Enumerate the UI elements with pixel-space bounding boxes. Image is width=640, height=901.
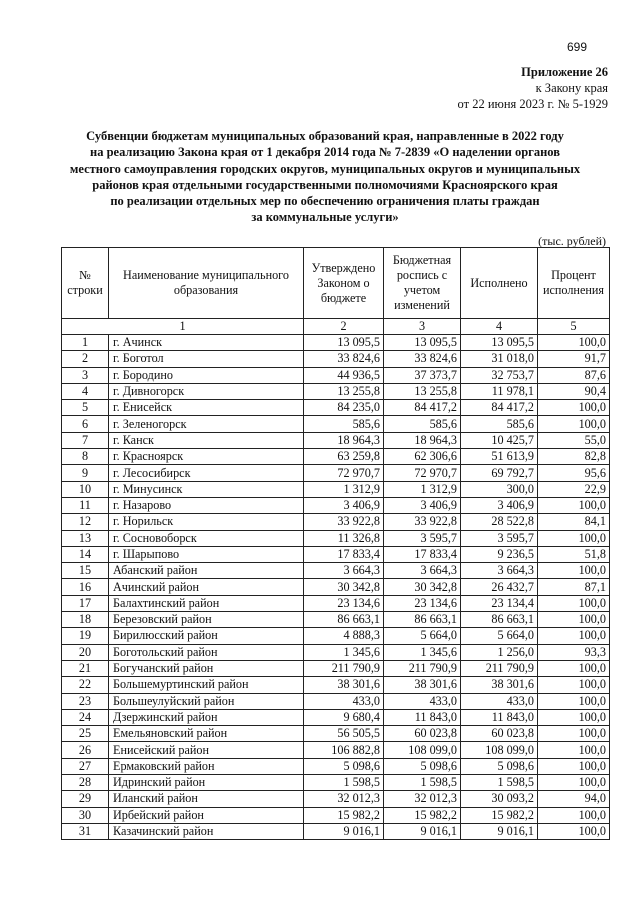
budget-amount: 1 312,9: [384, 481, 461, 497]
executed-amount: 15 982,2: [461, 807, 538, 823]
executed-amount: 51 613,9: [461, 449, 538, 465]
budget-amount: 1 345,6: [384, 644, 461, 660]
execution-percent: 95,6: [538, 465, 610, 481]
execution-percent: 100,0: [538, 823, 610, 839]
approved-amount: 211 790,9: [304, 660, 384, 676]
table-row: [62, 726, 610, 742]
municipality-name: г. Бородино: [109, 367, 304, 383]
table-row: [62, 775, 610, 791]
approved-amount: 433,0: [304, 693, 384, 709]
executed-amount: 84 417,2: [461, 400, 538, 416]
budget-amount: 211 790,9: [384, 660, 461, 676]
approved-amount: 86 663,1: [304, 612, 384, 628]
executed-amount: 28 522,8: [461, 514, 538, 530]
table-row: [62, 335, 610, 351]
budget-amount: 5 664,0: [384, 628, 461, 644]
row-number: 11: [62, 497, 109, 513]
execution-percent: 100,0: [538, 660, 610, 676]
municipality-name: Бирилюсский район: [109, 628, 304, 644]
approved-amount: 13 255,8: [304, 383, 384, 399]
execution-percent: 100,0: [538, 563, 610, 579]
municipality-name: г. Зеленогорск: [109, 416, 304, 432]
row-number: 28: [62, 775, 109, 791]
executed-amount: 86 663,1: [461, 612, 538, 628]
execution-percent: 100,0: [538, 677, 610, 693]
executed-amount: 11 978,1: [461, 383, 538, 399]
col-header-budget: Бюджетная роспись с учетом изменений: [384, 248, 461, 319]
row-number: 21: [62, 660, 109, 676]
approved-amount: 30 342,8: [304, 579, 384, 595]
row-number: 17: [62, 595, 109, 611]
executed-amount: 300,0: [461, 481, 538, 497]
execution-percent: 100,0: [538, 742, 610, 758]
municipality-name: г. Минусинск: [109, 481, 304, 497]
approved-amount: 9 016,1: [304, 823, 384, 839]
execution-percent: 100,0: [538, 400, 610, 416]
municipality-name: Енисейский район: [109, 742, 304, 758]
document-title: [60, 128, 590, 226]
municipality-name: Ирбейский район: [109, 807, 304, 823]
execution-percent: 87,1: [538, 579, 610, 595]
execution-percent: 51,8: [538, 546, 610, 562]
executed-amount: 69 792,7: [461, 465, 538, 481]
execution-percent: 100,0: [538, 595, 610, 611]
approved-amount: 585,6: [304, 416, 384, 432]
approved-amount: 63 259,8: [304, 449, 384, 465]
row-number: 12: [62, 514, 109, 530]
municipality-name: Абанский район: [109, 563, 304, 579]
executed-amount: 5 098,6: [461, 758, 538, 774]
row-number: 31: [62, 823, 109, 839]
budget-amount: 3 595,7: [384, 530, 461, 546]
row-number: 5: [62, 400, 109, 416]
municipality-name: Ачинский район: [109, 579, 304, 595]
col-header-row-number: № строки: [62, 248, 109, 319]
row-number: 20: [62, 644, 109, 660]
column-number: 4: [461, 319, 538, 335]
executed-amount: 585,6: [461, 416, 538, 432]
executed-amount: 30 093,2: [461, 791, 538, 807]
table-header-row: [62, 248, 610, 319]
col-header-name: Наименование муниципального образования: [109, 248, 304, 319]
budget-amount: 33 922,8: [384, 514, 461, 530]
executed-amount: 9 016,1: [461, 823, 538, 839]
row-number: 24: [62, 709, 109, 725]
col-header-approved: Утверждено Законом о бюджете: [304, 248, 384, 319]
municipality-name: Казачинский район: [109, 823, 304, 839]
execution-percent: 100,0: [538, 775, 610, 791]
approved-amount: 23 134,6: [304, 595, 384, 611]
approved-amount: 15 982,2: [304, 807, 384, 823]
row-number: 14: [62, 546, 109, 562]
execution-percent: 91,7: [538, 351, 610, 367]
executed-amount: 26 432,7: [461, 579, 538, 595]
executed-amount: 13 095,5: [461, 335, 538, 351]
execution-percent: 55,0: [538, 432, 610, 448]
title-line: районов края отдельными государственными полномочиями Красноярского края: [92, 177, 558, 192]
execution-percent: 82,8: [538, 449, 610, 465]
execution-percent: 100,0: [538, 807, 610, 823]
table-row: [62, 563, 610, 579]
table-row: [62, 693, 610, 709]
executed-amount: 9 236,5: [461, 546, 538, 562]
approved-amount: 72 970,7: [304, 465, 384, 481]
row-number: 15: [62, 563, 109, 579]
budget-amount: 17 833,4: [384, 546, 461, 562]
table-row: [62, 823, 610, 839]
budget-amount: 585,6: [384, 416, 461, 432]
municipality-name: г. Шарыпово: [109, 546, 304, 562]
approved-amount: 1 312,9: [304, 481, 384, 497]
execution-percent: 100,0: [538, 335, 610, 351]
executed-amount: 433,0: [461, 693, 538, 709]
approved-amount: 38 301,6: [304, 677, 384, 693]
budget-amount: 32 012,3: [384, 791, 461, 807]
appendix-header: [458, 64, 608, 112]
municipality-name: Балахтинский район: [109, 595, 304, 611]
row-number: 3: [62, 367, 109, 383]
municipality-name: Идринский район: [109, 775, 304, 791]
row-number: 18: [62, 612, 109, 628]
budget-amount: 37 373,7: [384, 367, 461, 383]
execution-percent: 100,0: [538, 628, 610, 644]
approved-amount: 5 098,6: [304, 758, 384, 774]
approved-amount: 18 964,3: [304, 432, 384, 448]
row-number: 30: [62, 807, 109, 823]
municipality-name: г. Сосновоборск: [109, 530, 304, 546]
budget-amount: 5 098,6: [384, 758, 461, 774]
table-row: [62, 742, 610, 758]
execution-percent: 100,0: [538, 758, 610, 774]
appendix-law-ref: к Закону края: [535, 81, 608, 95]
row-number: 29: [62, 791, 109, 807]
municipality-name: г. Дивногорск: [109, 383, 304, 399]
budget-amount: 72 970,7: [384, 465, 461, 481]
table-row: [62, 709, 610, 725]
row-number: 6: [62, 416, 109, 432]
municipality-name: Емельяновский район: [109, 726, 304, 742]
municipality-name: Ермаковский район: [109, 758, 304, 774]
row-number: 13: [62, 530, 109, 546]
approved-amount: 1 598,5: [304, 775, 384, 791]
row-number: 27: [62, 758, 109, 774]
approved-amount: 56 505,5: [304, 726, 384, 742]
budget-amount: 1 598,5: [384, 775, 461, 791]
approved-amount: 17 833,4: [304, 546, 384, 562]
execution-percent: 93,3: [538, 644, 610, 660]
row-number: 4: [62, 383, 109, 399]
municipality-name: г. Ачинск: [109, 335, 304, 351]
table-row: [62, 449, 610, 465]
row-number: 7: [62, 432, 109, 448]
executed-amount: 32 753,7: [461, 367, 538, 383]
row-number: 10: [62, 481, 109, 497]
row-number: 23: [62, 693, 109, 709]
executed-amount: 1 256,0: [461, 644, 538, 660]
budget-amount: 3 406,9: [384, 497, 461, 513]
executed-amount: 23 134,4: [461, 595, 538, 611]
table-row: [62, 628, 610, 644]
municipality-name: Большемуртинский район: [109, 677, 304, 693]
row-number: 8: [62, 449, 109, 465]
approved-amount: 13 095,5: [304, 335, 384, 351]
execution-percent: 100,0: [538, 416, 610, 432]
table-row: [62, 383, 610, 399]
table-row: [62, 791, 610, 807]
column-number-row: [62, 319, 610, 335]
approved-amount: 3 406,9: [304, 497, 384, 513]
budget-amount: 23 134,6: [384, 595, 461, 611]
municipality-name: г. Боготол: [109, 351, 304, 367]
budget-amount: 33 824,6: [384, 351, 461, 367]
approved-amount: 84 235,0: [304, 400, 384, 416]
table-row: [62, 758, 610, 774]
municipality-name: г. Норильск: [109, 514, 304, 530]
municipality-name: г. Лесосибирск: [109, 465, 304, 481]
appendix-title: Приложение 26: [521, 65, 608, 79]
execution-percent: 100,0: [538, 497, 610, 513]
approved-amount: 44 936,5: [304, 367, 384, 383]
budget-amount: 13 255,8: [384, 383, 461, 399]
row-number: 22: [62, 677, 109, 693]
approved-amount: 3 664,3: [304, 563, 384, 579]
budget-amount: 38 301,6: [384, 677, 461, 693]
table-row: [62, 514, 610, 530]
appendix-law-date: от 22 июня 2023 г. № 5-1929: [457, 97, 608, 111]
executed-amount: 1 598,5: [461, 775, 538, 791]
executed-amount: 3 664,3: [461, 563, 538, 579]
column-number: 3: [384, 319, 461, 335]
row-number: 9: [62, 465, 109, 481]
subventions-table: [61, 247, 610, 840]
table-row: [62, 595, 610, 611]
table-row: [62, 660, 610, 676]
row-number: 19: [62, 628, 109, 644]
budget-amount: 108 099,0: [384, 742, 461, 758]
row-number: 2: [62, 351, 109, 367]
approved-amount: 4 888,3: [304, 628, 384, 644]
approved-amount: 1 345,6: [304, 644, 384, 660]
table-row: [62, 807, 610, 823]
table-row: [62, 497, 610, 513]
executed-amount: 108 099,0: [461, 742, 538, 758]
table-row: [62, 367, 610, 383]
table-row: [62, 465, 610, 481]
column-number: 5: [538, 319, 610, 335]
executed-amount: 10 425,7: [461, 432, 538, 448]
budget-amount: 30 342,8: [384, 579, 461, 595]
budget-amount: 62 306,6: [384, 449, 461, 465]
execution-percent: 94,0: [538, 791, 610, 807]
page-number: 699: [567, 40, 588, 54]
budget-amount: 433,0: [384, 693, 461, 709]
budget-amount: 15 982,2: [384, 807, 461, 823]
row-number: 1: [62, 335, 109, 351]
col-header-percent: Процент исполнения: [538, 248, 610, 319]
title-line: местного самоуправления городских округов, муниципальных округов и муниципальных: [69, 161, 581, 176]
execution-percent: 22,9: [538, 481, 610, 497]
row-number: 16: [62, 579, 109, 595]
units-label: (тыс. рублей): [538, 234, 606, 248]
executed-amount: 11 843,0: [461, 709, 538, 725]
executed-amount: 3 595,7: [461, 530, 538, 546]
municipality-name: г. Канск: [109, 432, 304, 448]
table-row: [62, 579, 610, 595]
approved-amount: 33 922,8: [304, 514, 384, 530]
execution-percent: 100,0: [538, 530, 610, 546]
title-line: на реализацию Закона края от 1 декабря 2014 года № 7-2839 «О наделении органов: [90, 145, 560, 160]
table-body: [62, 335, 610, 840]
col-header-executed: Исполнено: [461, 248, 538, 319]
column-number: 2: [304, 319, 384, 335]
table-row: [62, 644, 610, 660]
execution-percent: 87,6: [538, 367, 610, 383]
execution-percent: 84,1: [538, 514, 610, 530]
title-line: за коммунальные услуги»: [251, 210, 399, 225]
municipality-name: г. Красноярск: [109, 449, 304, 465]
municipality-name: г. Назарово: [109, 497, 304, 513]
budget-amount: 13 095,5: [384, 335, 461, 351]
table-row: [62, 530, 610, 546]
title-line: Субвенции бюджетам муниципальных образований края, направленные в 2022 году: [86, 129, 564, 143]
budget-amount: 60 023,8: [384, 726, 461, 742]
execution-percent: 100,0: [538, 612, 610, 628]
table-row: [62, 481, 610, 497]
municipality-name: Боготольский район: [109, 644, 304, 660]
budget-amount: 9 016,1: [384, 823, 461, 839]
municipality-name: Большеулуйский район: [109, 693, 304, 709]
budget-amount: 86 663,1: [384, 612, 461, 628]
municipality-name: г. Енисейск: [109, 400, 304, 416]
approved-amount: 33 824,6: [304, 351, 384, 367]
approved-amount: 11 326,8: [304, 530, 384, 546]
municipality-name: Богучанский район: [109, 660, 304, 676]
table-row: [62, 546, 610, 562]
table-row: [62, 400, 610, 416]
budget-amount: 18 964,3: [384, 432, 461, 448]
table-row: [62, 612, 610, 628]
municipality-name: Иланский район: [109, 791, 304, 807]
execution-percent: 90,4: [538, 383, 610, 399]
row-number: 26: [62, 742, 109, 758]
execution-percent: 100,0: [538, 709, 610, 725]
row-number: 25: [62, 726, 109, 742]
executed-amount: 211 790,9: [461, 660, 538, 676]
executed-amount: 3 406,9: [461, 497, 538, 513]
table-row: [62, 677, 610, 693]
approved-amount: 9 680,4: [304, 709, 384, 725]
executed-amount: 60 023,8: [461, 726, 538, 742]
table-row: [62, 432, 610, 448]
column-number: 1: [62, 319, 304, 335]
budget-amount: 11 843,0: [384, 709, 461, 725]
table-row: [62, 416, 610, 432]
budget-amount: 84 417,2: [384, 400, 461, 416]
executed-amount: 5 664,0: [461, 628, 538, 644]
table-row: [62, 351, 610, 367]
budget-amount: 3 664,3: [384, 563, 461, 579]
approved-amount: 106 882,8: [304, 742, 384, 758]
executed-amount: 38 301,6: [461, 677, 538, 693]
title-line: по реализации отдельных мер по обеспечению ограничения платы граждан: [110, 194, 540, 209]
executed-amount: 31 018,0: [461, 351, 538, 367]
municipality-name: Березовский район: [109, 612, 304, 628]
execution-percent: 100,0: [538, 726, 610, 742]
municipality-name: Дзержинский район: [109, 709, 304, 725]
execution-percent: 100,0: [538, 693, 610, 709]
approved-amount: 32 012,3: [304, 791, 384, 807]
